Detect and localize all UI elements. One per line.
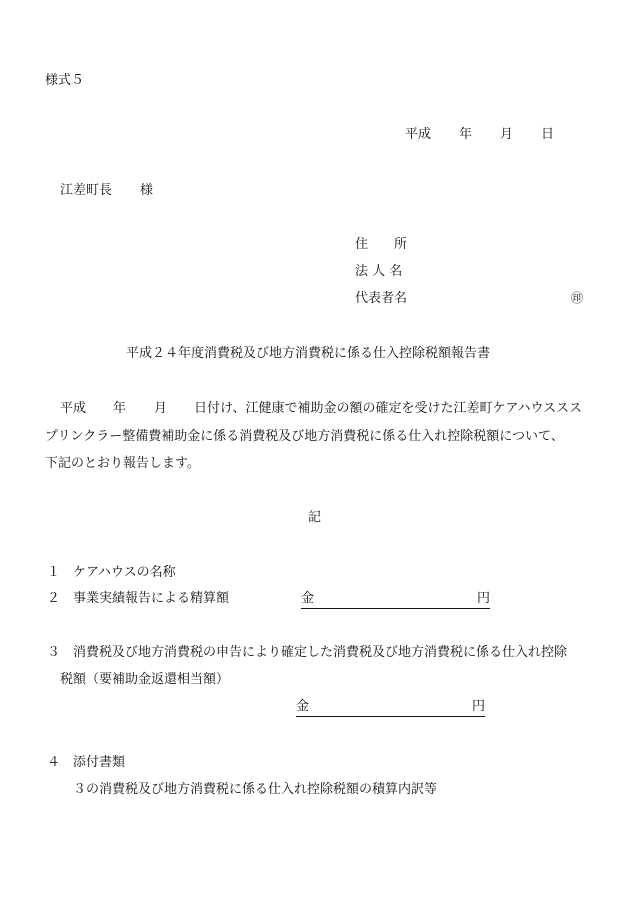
seal-mark: ㊞ [571,291,584,305]
item-4-number: ４ [47,755,61,770]
item-2-kin: 金 [301,591,315,606]
item-2-amount-line [301,592,490,609]
document-title: 平成２４年度消費税及び地方消費税に係る仕入控除税額報告書 [126,346,491,361]
date-month: 月 [500,127,514,142]
date-day: 日 [541,127,555,142]
item-3-number: ３ [47,645,61,660]
item-2-number: ２ [47,591,61,606]
date-era: 平成 [405,127,432,142]
corporation-label: 法 人 名 [355,264,403,279]
item-3-line2: 税額（要補助金返還相当額） [60,672,230,687]
item-3-yen: 円 [471,699,485,714]
item-3-line1: 消費税及び地方消費税の申告により確定した消費税及び地方消費税に係る仕入れ控除 [73,645,568,660]
item-4-text: 添付書類 [73,755,126,770]
address-label: 住 所 [355,237,408,252]
item-4-sub: ３の消費税及び地方消費税に係る仕入れ控除税額の積算内訳等 [73,782,438,797]
body-era: 平成 [60,401,87,416]
body-line2: プリンクラー整備費補助金に係る消費税及び地方消費税に係る仕入れ控除税額について、 [45,429,564,444]
item-1-number: １ [47,565,61,580]
ki-heading: 記 [308,510,322,525]
item-3-amount-line [296,700,485,717]
item-1-text: ケアハウスの名称 [73,565,176,580]
addressee-honorific: 様 [140,183,154,198]
date-year: 年 [459,127,473,142]
body-month: 月 [154,401,168,416]
item-3-kin: 金 [296,699,310,714]
item-2-text: 事業実績報告による精算額 [73,591,230,606]
addressee-name: 江差町長 [60,183,113,198]
body-year: 年 [113,401,127,416]
form-number: 様式５ [45,73,85,88]
item-2-yen: 円 [476,591,490,606]
representative-label: 代表者名 [355,291,408,306]
body-line3: 下記のとおり報告します。 [45,456,200,471]
body-line1-rest: 日付け、江健康で補助金の額の確定を受けた江差町ケアハウススス [194,401,583,416]
